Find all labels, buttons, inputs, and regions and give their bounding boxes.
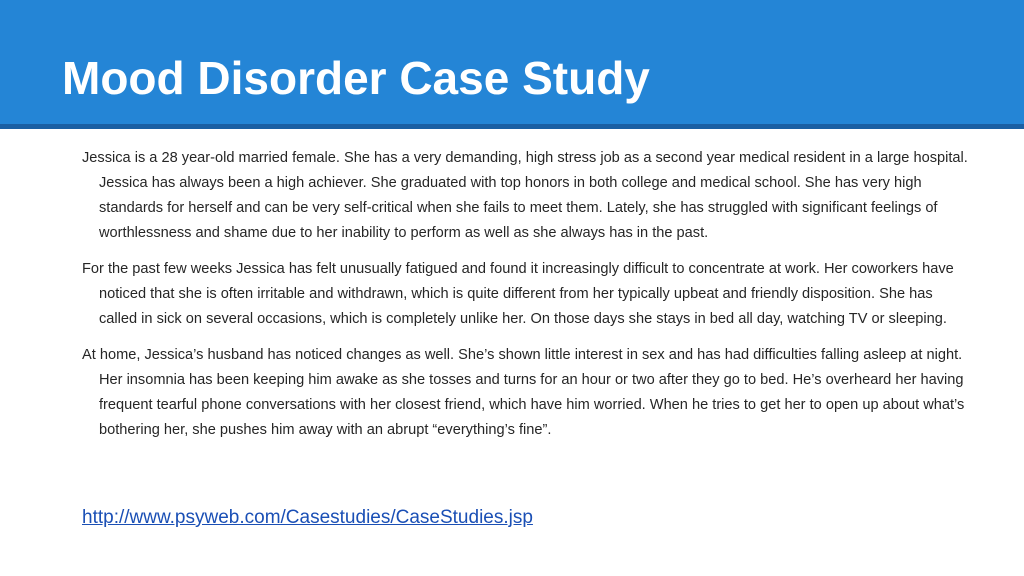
slide-title: Mood Disorder Case Study bbox=[62, 52, 650, 104]
paragraph-work-symptoms: For the past few weeks Jessica has felt unusually fatigued and found it increasingly difficult to concentrate at work. Her coworkers have noticed that she is often irritable and withdrawn, which is quite different from her typically upbeat and friendly disposition. She has called in sick on several occasions, which is completely unlike her. On those days she stays in bed all day, watching TV or sleeping. bbox=[82, 261, 954, 327]
source-link[interactable]: http://www.psyweb.com/Casestudies/CaseStudies.jsp bbox=[82, 507, 533, 528]
paragraph-background: Jessica is a 28 year-old married female. She has a very demanding, high stress job as a second year medical resident in a large hospital. Jessica has always been a high achiever. She graduated with top honors in both college and medical school. She has very high standards for herself and can be very self-critical when she fails to meet them. Lately, she has struggled with significant feelings of worthlessness and shame due to her inability to perform as well as she always has in the past. bbox=[82, 150, 968, 241]
case-study-body bbox=[82, 146, 972, 454]
paragraph-home-symptoms: At home, Jessica’s husband has noticed changes as well. She’s shown little interest in sex and has had difficulties falling asleep at night. Her insomnia has been keeping him awake as she tosses and turns for an hour or two after they go to bed. He’s overheard her having frequent tearful phone conversations with her closest friend, which have him worried. When he tries to get her to open up about what’s bothering her, she pushes him away with an abrupt “everything’s fine”. bbox=[82, 347, 965, 438]
title-underline bbox=[0, 124, 1024, 129]
